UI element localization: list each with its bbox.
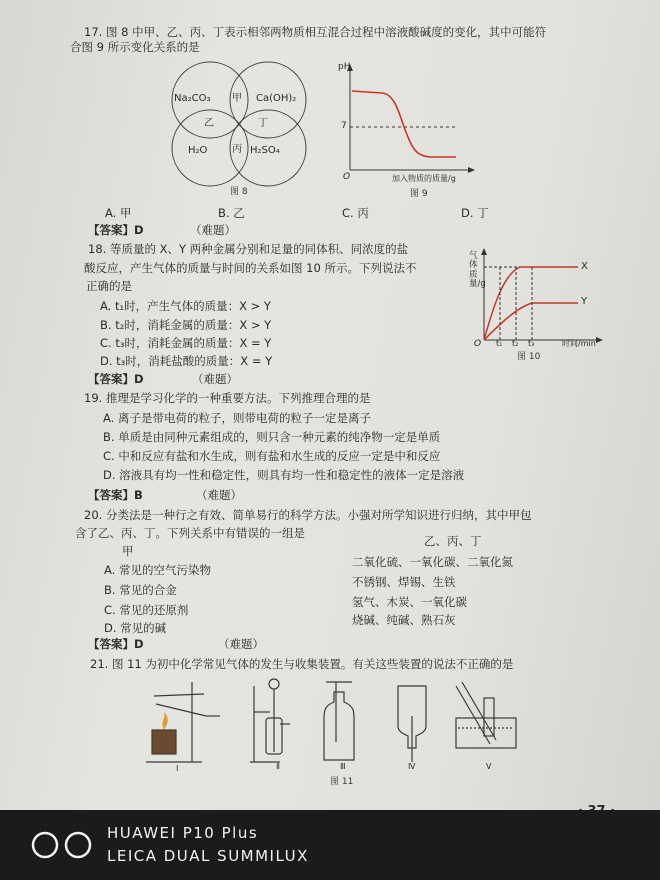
- graph10-series-x-label: X: [581, 261, 588, 272]
- q19-difficulty: （难题）: [196, 488, 242, 502]
- q17-option-a: A. 甲: [105, 206, 132, 220]
- q18-option-a: A. t₁时，产生气体的质量：X > Y: [100, 299, 271, 313]
- graph10-origin: O: [474, 339, 482, 349]
- q17-difficulty: （难题）: [190, 223, 236, 237]
- venn-label-h2o: H₂O: [188, 145, 208, 156]
- graph10-series-y-label: Y: [581, 296, 588, 307]
- apparatus-label-2: Ⅱ: [276, 762, 280, 771]
- apparatus-4-inverted-bottle: [398, 686, 426, 762]
- venn-label-jia: 甲: [232, 93, 242, 104]
- venn-label-yi: 乙: [204, 118, 214, 129]
- graph9-ylabel: pH: [338, 62, 351, 72]
- q18-answer: 【答案】D: [88, 372, 144, 386]
- graph9-tick7: 7: [341, 121, 347, 131]
- apparatus-label-3: Ⅲ: [340, 762, 346, 771]
- venn-label-bing: 丙: [232, 144, 242, 155]
- graph10-t3: t₃: [528, 339, 535, 348]
- q18-option-d: D. t₃时，消耗盐酸的质量：X = Y: [100, 354, 273, 368]
- q19-option-d: D. 溶液具有均一性和稳定性，则具有均一性和稳定性的液体一定是溶液: [103, 468, 465, 482]
- q20-row-b-left: B. 常见的合金: [104, 583, 177, 597]
- q20-row-c-left: C. 常见的还原剂: [104, 603, 189, 617]
- q17-stem-line1: 17. 图 8 中甲、乙、丙、丁表示相邻两物质相互混合过程中溶液酸碱度的变化，其中可能符: [84, 25, 547, 39]
- graph10-xlabel: 时间/min: [562, 339, 596, 348]
- q20-stem-line2: 含了乙、丙、丁。下列关系中有错误的一组是: [75, 526, 305, 540]
- q17-option-b: B. 乙: [218, 206, 245, 220]
- q18-stem-line1: 18. 等质量的 X、Y 两种金属分别和足量的同体积、同浓度的盐: [88, 242, 409, 256]
- graph10-t1: t₁: [496, 339, 503, 348]
- q19-option-a: A. 离子是带电荷的粒子，则带电荷的粒子一定是离子: [103, 411, 371, 425]
- venn-diagram-fig8: [160, 52, 330, 202]
- q18-option-c: C. t₃时，消耗金属的质量：X = Y: [100, 336, 272, 350]
- q20-difficulty: （难题）: [218, 637, 264, 651]
- q19-option-b: B. 单质是由同种元素组成的，则只含一种元素的纯净物一定是单质: [103, 430, 441, 444]
- ph-curve: [352, 91, 456, 157]
- watermark-line2: LEICA DUAL SUMMILUX: [107, 847, 309, 865]
- q20-row-a-right: 二氧化硫、一氧化碳、二氧化氮: [352, 555, 513, 569]
- q20-row-b-right: 不锈钢、焊锡、生铁: [352, 575, 456, 589]
- q20-head-left: 甲: [122, 544, 134, 558]
- apparatus-label-1: Ⅰ: [176, 764, 179, 773]
- graph9-xlabel: 加入物质的质量/g: [392, 174, 456, 183]
- q17-answer: 【答案】D: [88, 223, 144, 237]
- graph9-origin: O: [343, 172, 351, 182]
- q17-option-c: C. 丙: [342, 206, 369, 220]
- q20-row-d-right: 烧碱、纯碱、熟石灰: [352, 613, 456, 627]
- q17-stem-line2: 合图 9 所示变化关系的是: [70, 40, 200, 54]
- q20-row-a-left: A. 常见的空气污染物: [104, 563, 211, 577]
- q20-head-right: 乙、丙、丁: [424, 534, 482, 548]
- q19-option-c: C. 中和反应有盐和水生成，则有盐和水生成的反应一定是中和反应: [103, 449, 441, 463]
- apparatus-5-water-trough: [456, 682, 516, 748]
- q21-stem: 21. 图 11 为初中化学常见气体的发生与收集装置。有关这些装置的说法不正确的是: [90, 657, 514, 671]
- apparatus-2-funnel-flask: [250, 679, 290, 762]
- fig11-caption: 图 11: [330, 777, 354, 787]
- graph10-t2: t₂: [512, 339, 519, 348]
- q18-difficulty: （难题）: [192, 372, 238, 386]
- watermark-line1: HUAWEI P10 Plus: [107, 824, 259, 842]
- q20-row-d-left: D. 常见的碱: [104, 621, 167, 635]
- camera-watermark-bar: [0, 810, 660, 880]
- camera-logo-icon: [30, 830, 96, 860]
- apparatus-label-5: Ⅴ: [486, 762, 492, 771]
- venn-label-na2co3: Na₂CO₃: [174, 93, 211, 104]
- ph-graph-fig9: [330, 58, 480, 190]
- q18-stem-line2: 酸反应，产生气体的质量与时间的关系如图 10 所示。下列说法不: [84, 261, 417, 275]
- graph10-ylabel: 气体质量/g: [469, 251, 486, 290]
- venn-label-ding: 丁: [258, 118, 268, 129]
- venn-label-h2so4: H₂SO₄: [250, 145, 280, 156]
- q20-answer: 【答案】D: [88, 637, 144, 651]
- q19-answer: 【答案】B: [88, 488, 143, 502]
- fig10-caption: 图 10: [517, 352, 541, 362]
- q17-option-d: D. 丁: [461, 206, 489, 220]
- apparatus-1-heating-tube: [146, 682, 220, 762]
- q20-row-c-right: 氢气、木炭、一氧化碳: [352, 595, 467, 609]
- q20-stem-line1: 20. 分类法是一种行之有效、简单易行的科学方法。小强对所学知识进行归纳，其中甲包: [84, 508, 532, 522]
- q18-option-b: B. t₂时，消耗金属的质量：X > Y: [100, 318, 272, 332]
- venn-label-caoh2: Ca(OH)₂: [256, 93, 297, 104]
- apparatus-fig11: [140, 672, 540, 774]
- q18-stem-line3: 正确的是: [86, 279, 132, 293]
- fig8-caption: 图 8: [230, 187, 248, 197]
- apparatus-label-4: Ⅳ: [408, 762, 416, 771]
- curve-y: [484, 303, 578, 340]
- q19-stem: 19. 推理是学习化学的一种重要方法。下列推理合理的是: [84, 391, 371, 405]
- apparatus-3-gas-bottle: [324, 682, 354, 760]
- fig9-caption: 图 9: [410, 189, 428, 199]
